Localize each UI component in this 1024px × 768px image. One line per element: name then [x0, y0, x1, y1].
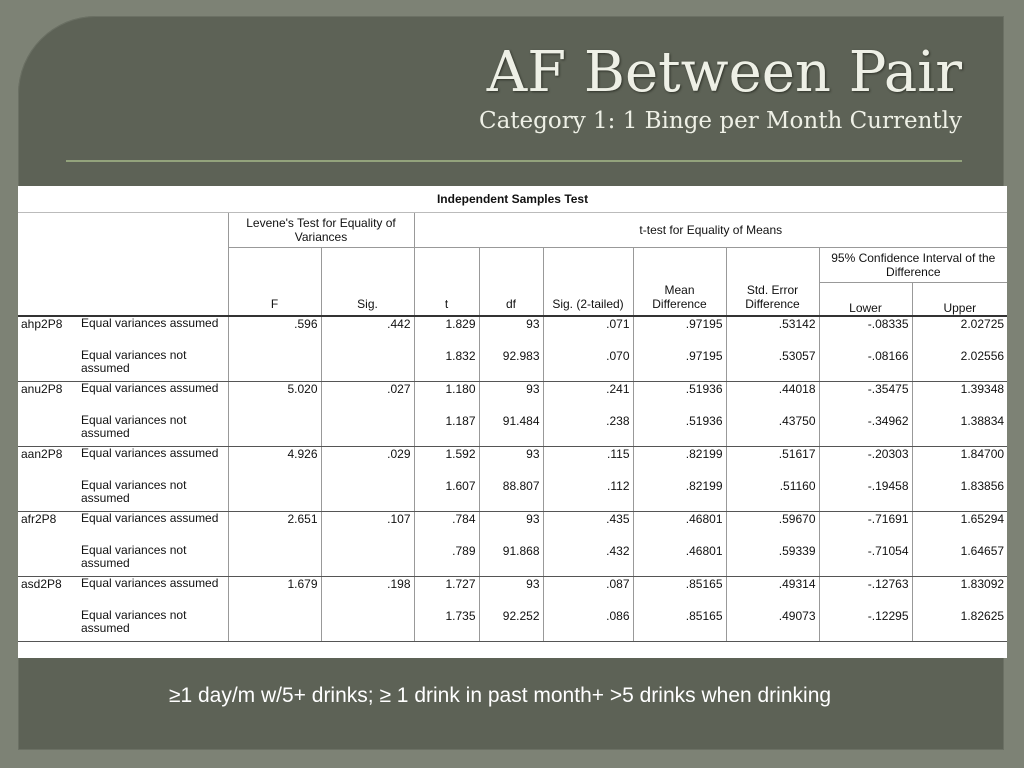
cell-se: .59339 [726, 544, 819, 577]
variance-assumption-label: Equal variances not assumed [78, 609, 228, 642]
variance-assumption-label: Equal variances assumed [81, 316, 219, 330]
cell-se: .43750 [726, 414, 819, 447]
cell-lower: -.19458 [819, 479, 912, 512]
cell-lower: -.71054 [819, 544, 912, 577]
table-row [18, 316, 1007, 349]
col-header-se-diff: Std. Error Difference [726, 248, 819, 317]
ci-header: 95% Confidence Interval of the Difference [819, 248, 1007, 283]
cell-sig2: .432 [543, 544, 633, 577]
cell-df: 91.868 [479, 544, 543, 577]
variance-assumption-label: Equal variances assumed [81, 576, 219, 590]
cell-lower: -.12295 [819, 609, 912, 642]
variance-assumption-label: Equal variances assumed [81, 511, 219, 525]
cell-df: 92.983 [479, 349, 543, 382]
cell-f [228, 544, 321, 577]
cell-f [228, 414, 321, 447]
table-row [18, 414, 1007, 447]
cell-lower: -.34962 [819, 414, 912, 447]
table-row [18, 609, 1007, 642]
cell-md: .46801 [633, 512, 726, 545]
table-row [18, 447, 1007, 480]
cell-lower: -.35475 [819, 382, 912, 415]
cell-upper: 1.83092 [912, 577, 1007, 610]
col-header-lower: Lower [819, 283, 912, 317]
cell-t: 1.832 [414, 349, 479, 382]
cell-sig2: .112 [543, 479, 633, 512]
cell-se: .44018 [726, 382, 819, 415]
cell-sig2: .238 [543, 414, 633, 447]
cell-upper: 2.02725 [912, 316, 1007, 349]
cell-sig2: .115 [543, 447, 633, 480]
cell-df: 93 [479, 382, 543, 415]
variance-assumption-label: Equal variances not assumed [78, 544, 228, 577]
cell-upper: 1.83856 [912, 479, 1007, 512]
cell-df: 93 [479, 316, 543, 349]
variance-assumption-label: Equal variances not assumed [78, 414, 228, 447]
cell-f [228, 609, 321, 642]
stub-header [18, 213, 228, 317]
variable-name: asd2P8 [18, 577, 78, 642]
variance-assumption-label: Equal variances not assumed [78, 349, 228, 382]
cell-md: .82199 [633, 479, 726, 512]
cell-se: .51160 [726, 479, 819, 512]
cell-df: 93 [479, 512, 543, 545]
variable-name: aan2P8 [18, 447, 78, 512]
table-row [18, 512, 1007, 545]
variance-assumption-label: Equal variances assumed [81, 446, 219, 460]
variance-assumption-label: Equal variances assumed [81, 381, 219, 395]
cell-md: .51936 [633, 414, 726, 447]
table-body [18, 316, 1007, 642]
table-row [18, 382, 1007, 415]
cell-sig [321, 414, 414, 447]
cell-f: .596 [228, 316, 321, 349]
cell-df: 91.484 [479, 414, 543, 447]
cell-lower: -.08335 [819, 316, 912, 349]
cell-upper: 1.38834 [912, 414, 1007, 447]
cell-sig: .027 [321, 382, 414, 415]
cell-upper: 2.02556 [912, 349, 1007, 382]
cell-md: .85165 [633, 609, 726, 642]
cell-sig [321, 349, 414, 382]
cell-md: .97195 [633, 316, 726, 349]
cell-f [228, 479, 321, 512]
cell-se: .59670 [726, 512, 819, 545]
slide-subtitle: Category 1: 1 Binge per Month Currently [478, 108, 962, 134]
cell-t: 1.180 [414, 382, 479, 415]
cell-f [228, 349, 321, 382]
cell-sig2: .087 [543, 577, 633, 610]
cell-upper: 1.39348 [912, 382, 1007, 415]
cell-upper: 1.64657 [912, 544, 1007, 577]
table-caption: Independent Samples Test [18, 186, 1007, 213]
col-header-sig: Sig. [321, 248, 414, 317]
cell-se: .49073 [726, 609, 819, 642]
col-header-sig-2tailed: Sig. (2-tailed) [543, 248, 633, 317]
variable-name: anu2P8 [18, 382, 78, 447]
cell-sig [321, 544, 414, 577]
cell-sig: .198 [321, 577, 414, 610]
cell-sig [321, 479, 414, 512]
cell-df: 92.252 [479, 609, 543, 642]
levene-header: Levene's Test for Equality of Variances [228, 213, 414, 248]
cell-lower: -.20303 [819, 447, 912, 480]
cell-t: 1.187 [414, 414, 479, 447]
table-row [18, 544, 1007, 577]
cell-f: 1.679 [228, 577, 321, 610]
variable-name: afr2P8 [18, 512, 78, 577]
slide-title: AF Between Pair [486, 40, 962, 105]
cell-lower: -.71691 [819, 512, 912, 545]
cell-sig: .442 [321, 316, 414, 349]
cell-f: 2.651 [228, 512, 321, 545]
footer-note: ≥1 day/m w/5+ drinks; ≥ 1 drink in past month+ >5 drinks when drinking [168, 684, 832, 707]
cell-sig2: .086 [543, 609, 633, 642]
cell-df: 88.807 [479, 479, 543, 512]
cell-df: 93 [479, 447, 543, 480]
cell-sig: .107 [321, 512, 414, 545]
cell-t: 1.592 [414, 447, 479, 480]
cell-se: .49314 [726, 577, 819, 610]
spss-output-panel [18, 186, 1007, 658]
variable-name: ahp2P8 [18, 316, 78, 382]
cell-t: .789 [414, 544, 479, 577]
cell-f: 4.926 [228, 447, 321, 480]
cell-md: .97195 [633, 349, 726, 382]
cell-se: .53057 [726, 349, 819, 382]
cell-se: .53142 [726, 316, 819, 349]
col-header-upper: Upper [912, 283, 1007, 317]
cell-md: .82199 [633, 447, 726, 480]
table-row [18, 577, 1007, 610]
variance-assumption-label: Equal variances not assumed [78, 479, 228, 512]
col-header-df: df [479, 248, 543, 317]
cell-sig2: .070 [543, 349, 633, 382]
cell-t: 1.727 [414, 577, 479, 610]
cell-md: .46801 [633, 544, 726, 577]
cell-sig [321, 609, 414, 642]
cell-lower: -.12763 [819, 577, 912, 610]
cell-lower: -.08166 [819, 349, 912, 382]
title-area [60, 40, 962, 168]
table-row [18, 349, 1007, 382]
cell-t: 1.829 [414, 316, 479, 349]
col-header-t: t [414, 248, 479, 317]
cell-sig: .029 [321, 447, 414, 480]
cell-md: .51936 [633, 382, 726, 415]
independent-samples-table [18, 186, 1007, 642]
col-header-f: F [228, 248, 321, 317]
cell-upper: 1.82625 [912, 609, 1007, 642]
cell-f: 5.020 [228, 382, 321, 415]
cell-t: .784 [414, 512, 479, 545]
cell-md: .85165 [633, 577, 726, 610]
cell-t: 1.607 [414, 479, 479, 512]
title-divider [66, 160, 962, 162]
cell-upper: 1.65294 [912, 512, 1007, 545]
col-header-mean-diff: Mean Difference [633, 248, 726, 317]
ttest-header: t-test for Equality of Means [414, 213, 1007, 248]
cell-t: 1.735 [414, 609, 479, 642]
table-row [18, 479, 1007, 512]
cell-df: 93 [479, 577, 543, 610]
cell-upper: 1.84700 [912, 447, 1007, 480]
cell-sig2: .435 [543, 512, 633, 545]
cell-se: .51617 [726, 447, 819, 480]
cell-sig2: .071 [543, 316, 633, 349]
cell-sig2: .241 [543, 382, 633, 415]
